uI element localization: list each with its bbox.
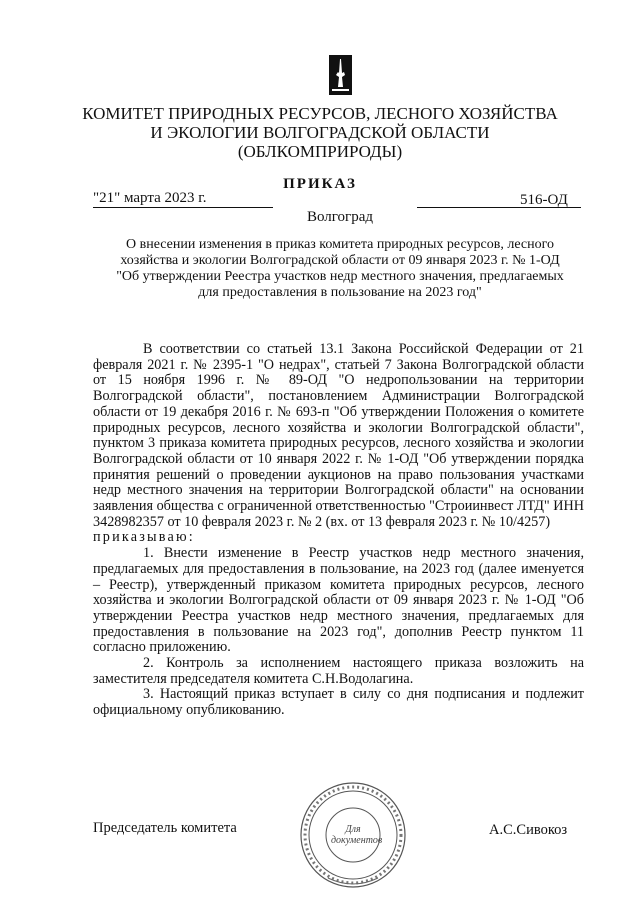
- order-item-1: 1. Внести изменение в Реестр участков недр местного значения, предлагаемых для предоставления в пользование, на 2023 год (далее именуется – Реестр), утвержденный приказом комитета природных ресурсов, лесного хозяйства и экологии Волгоградской области от 09 января 2023 г. № 1-ОД "Об утверждении Реестра участков недр местного значения, предлагаемых для предоставления в пользование на 2023 год", дополнив Реестр пунктом 11 согласно приложению.: [93, 545, 584, 656]
- document-date: "21" марта 2023 г.: [93, 190, 207, 206]
- org-name-line3: (ОБЛКОМПРИРОДЫ): [237, 142, 403, 161]
- document-number: 516-ОД: [520, 192, 568, 208]
- document-type: ПРИКАЗ: [283, 176, 357, 192]
- order-word: приказываю:: [93, 529, 195, 546]
- subject-line: "Об утверждении Реестра участков недр местного значения, предлагаемых: [116, 269, 564, 284]
- order-item-2: 2. Контроль за исполнением настоящего приказа возложить на заместителя председателя комитета С.Н.Водолагина.: [93, 655, 584, 687]
- preamble-paragraph: В соответствии со статьей 13.1 Закона Российской Федерации от 21 февраля 2021 г. № 2395-1 "О недрах", статьей 7 Закона Волгоградской области от 15 ноября 1996 г. № 89-ОД "О недропользовании на территории Волгоградской области", постановлением Администрации Волгоградской области от 19 декабря 2016 г. № 693-п "Об утверждении Положения о комитете природных ресурсов, лесного хозяйства и экологии Волгоградской области", пунктом 3 приказа комитета природных ресурсов, лесного хозяйства и экологии Волгоградской области от 10 января 2022 г. № 1-ОД "Об утверждении порядка принятия решений о проведении аукционов на право пользования участками недр местного значения на территории Волгоградской области" на основании заявления общества с ограниченной ответственностью "Строиинвест ЛТД" ИНН 3428982357 от 10 февраля 2023 г. № 2 (вх. от 13 февраля 2023 г. № 10/4257): [93, 341, 584, 530]
- stamp-center-text: Для документов: [331, 824, 383, 846]
- subject-line: для предоставления в пользование на 2023 год": [198, 285, 482, 300]
- coat-of-arms-icon: [329, 55, 352, 95]
- date-underline: [93, 207, 273, 208]
- order-item-3: 3. Настоящий приказ вступает в силу со дня подписания и подлежит официальному опубликованию.: [93, 686, 584, 719]
- signatory-position: Председатель комитета: [93, 820, 237, 836]
- signatory-name: А.С.Сивокоз: [489, 822, 568, 838]
- subject-line: О внесении изменения в приказ комитета природных ресурсов, лесного: [126, 237, 554, 252]
- document-city: Волгоград: [306, 209, 373, 225]
- org-name-line1: КОМИТЕТ ПРИРОДНЫХ РЕСУРСОВ, ЛЕСНОГО ХОЗЯЙСТВА: [82, 104, 558, 123]
- official-stamp-icon: [298, 780, 408, 890]
- document-subject: [90, 237, 590, 301]
- org-name-line2: И ЭКОЛОГИИ ВОЛГОГРАДСКОЙ ОБЛАСТИ: [150, 123, 490, 142]
- document-body: [93, 342, 584, 719]
- subject-line: хозяйства и экологии Волгоградской области от 09 января 2023 г. № 1-ОД: [120, 253, 560, 268]
